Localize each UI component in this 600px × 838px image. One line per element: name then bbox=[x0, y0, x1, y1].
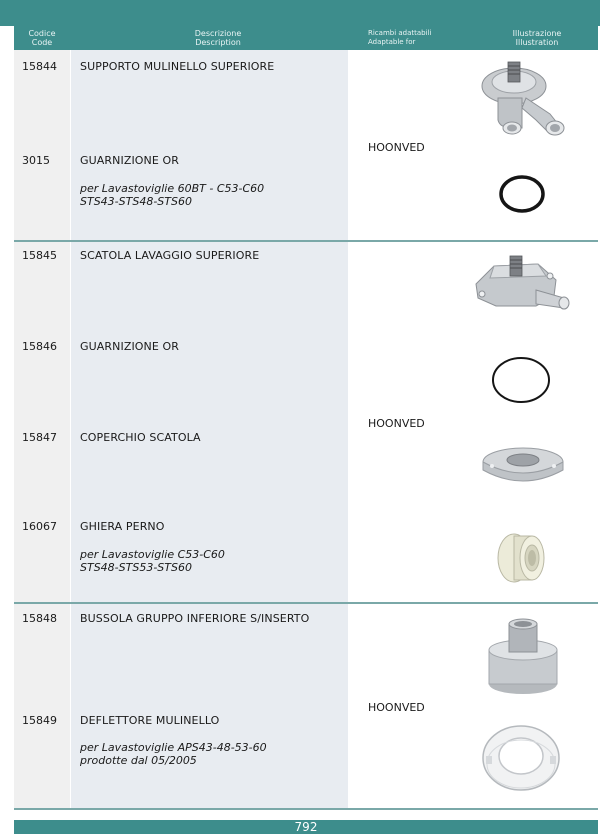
item-code: 15846 bbox=[22, 340, 57, 353]
o-ring-icon bbox=[498, 174, 546, 218]
box-cover-icon bbox=[480, 440, 566, 496]
item-description: SCATOLA LAVAGGIO SUPERIORE bbox=[80, 249, 260, 262]
wash-box-icon bbox=[466, 254, 572, 322]
item-code: 16067 bbox=[22, 520, 57, 533]
page-number: 792 bbox=[294, 820, 318, 834]
compatibility-note bbox=[80, 548, 225, 574]
note-line: prodotte dal 05/2005 bbox=[80, 754, 197, 767]
item-description: DEFLETTORE MULINELLO bbox=[80, 714, 220, 727]
deflector-icon bbox=[478, 718, 564, 798]
header-ill-it: Illustrazione bbox=[512, 29, 562, 38]
note-line: per Lavastoviglie C53-C60 bbox=[80, 548, 225, 561]
o-ring-icon bbox=[490, 354, 552, 410]
item-code: 15848 bbox=[22, 612, 57, 625]
item-description: SUPPORTO MULINELLO SUPERIORE bbox=[80, 60, 275, 73]
note-line: STS43-STS48-STS60 bbox=[80, 195, 192, 208]
header-adapt-en: Adaptable for bbox=[368, 38, 416, 46]
header-code-en: Code bbox=[31, 38, 53, 47]
header-code bbox=[14, 29, 70, 47]
adaptable-label: HOONVED bbox=[368, 417, 425, 430]
header-desc-it: Descrizione bbox=[194, 29, 242, 38]
note-line: per Lavastoviglie APS43-48-53-60 bbox=[80, 741, 267, 754]
pin-ring-icon bbox=[492, 528, 550, 592]
top-bar bbox=[0, 0, 600, 26]
note-line: STS48-STS53-STS60 bbox=[80, 561, 192, 574]
item-description: GHIERA PERNO bbox=[80, 520, 165, 533]
header-desc-en: Description bbox=[195, 38, 241, 47]
group-separator bbox=[14, 602, 598, 604]
table-header bbox=[14, 26, 598, 50]
header-ill-en: Illustration bbox=[515, 38, 559, 47]
item-code: 15847 bbox=[22, 431, 57, 444]
header-illustration bbox=[476, 29, 598, 47]
group-separator bbox=[14, 240, 598, 242]
header-adapt-it: Ricambi adattabili bbox=[368, 29, 432, 37]
item-description: GUARNIZIONE OR bbox=[80, 154, 180, 167]
item-description: BUSSOLA GRUPPO INFERIORE S/INSERTO bbox=[80, 612, 310, 625]
header-description bbox=[71, 29, 365, 47]
item-code: 15845 bbox=[22, 249, 57, 262]
group-separator bbox=[14, 808, 598, 810]
header-adaptable bbox=[366, 29, 478, 47]
adaptable-label: HOONVED bbox=[368, 701, 425, 714]
adaptable-label: HOONVED bbox=[368, 141, 425, 154]
compatibility-note bbox=[80, 182, 264, 208]
page-footer bbox=[14, 820, 598, 834]
note-line: per Lavastoviglie 60BT - C53-C60 bbox=[80, 182, 265, 195]
header-code-it: Codice bbox=[28, 29, 56, 38]
item-code: 15844 bbox=[22, 60, 57, 73]
item-code: 3015 bbox=[22, 154, 50, 167]
item-description: GUARNIZIONE OR bbox=[80, 340, 180, 353]
bushing-icon bbox=[480, 612, 566, 702]
item-code: 15849 bbox=[22, 714, 57, 727]
compatibility-note bbox=[80, 741, 267, 767]
arm-support-icon bbox=[478, 58, 570, 144]
item-description: COPERCHIO SCATOLA bbox=[80, 431, 201, 444]
